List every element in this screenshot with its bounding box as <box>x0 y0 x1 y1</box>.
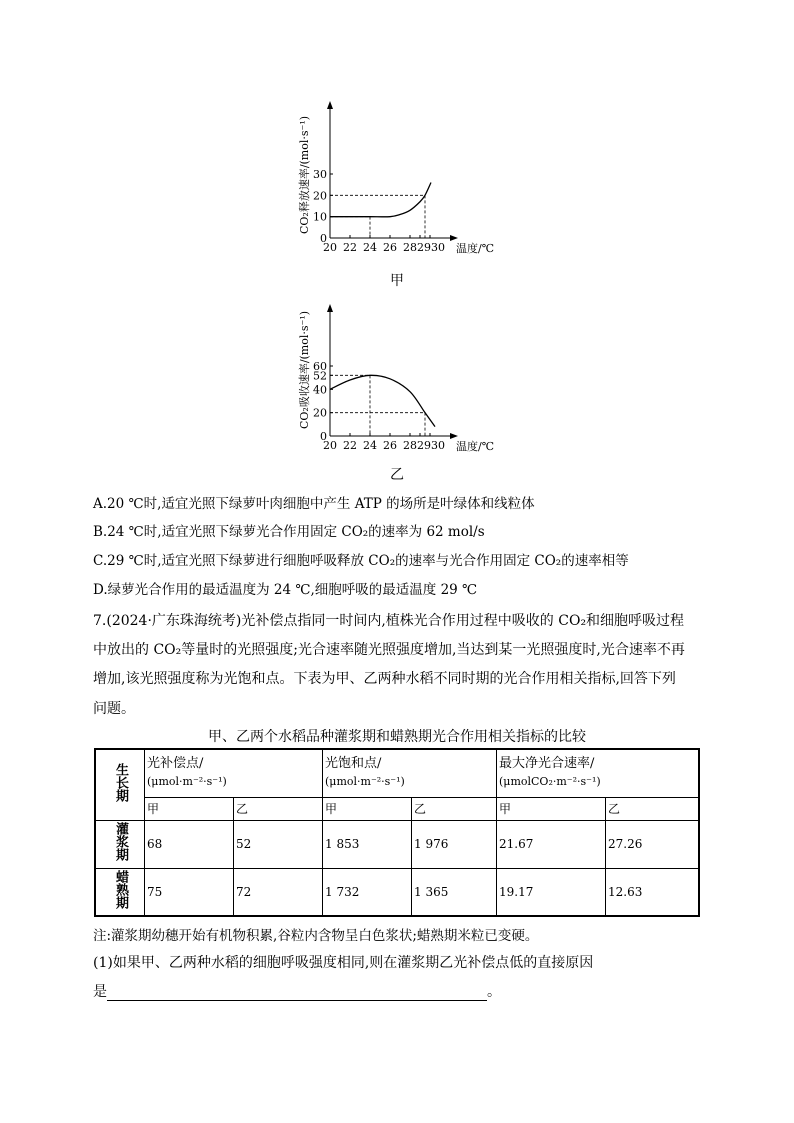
group-header <box>497 749 700 797</box>
y-axis-arrow <box>327 304 333 312</box>
chart-jia <box>290 95 510 260</box>
option-d: D.绿萝光合作用的最适温度为 24 ℃,细胞呼吸的最适温度 29 ℃ <box>93 582 478 598</box>
y-axis-label: CO₂释放速率/(mol·s⁻¹) <box>298 115 311 235</box>
y-tick-label: 60 <box>313 360 327 373</box>
series-line <box>330 375 435 426</box>
x-tick-label: 282930 <box>403 439 445 452</box>
x-axis-arrow <box>450 433 458 439</box>
sub-header: 甲 <box>145 797 234 820</box>
y-tick-label: 20 <box>313 189 327 203</box>
y-tick-label: 0 <box>320 430 327 443</box>
table-cell: 1 976 <box>412 820 497 868</box>
question-7-line: 增加,该光照强度称为光饱和点。下表为甲、乙两种水稻不同时期的光合作用相关指标,回答下列 <box>93 671 676 687</box>
y-tick-label: 10 <box>313 210 327 224</box>
table-cell: 27.26 <box>606 820 700 868</box>
sub-header: 乙 <box>606 797 700 820</box>
y-tick-label: 0 <box>320 232 327 245</box>
y-axis-label: CO₂吸收速率/(mol·s⁻¹) <box>298 310 311 430</box>
table-title: 甲、乙两个水稻品种灌浆期和蜡熟期光合作用相关指标的比较 <box>208 729 586 745</box>
chart-caption-yi: 乙 <box>390 467 404 483</box>
sub-header: 甲 <box>497 797 606 820</box>
table-cell: 1 365 <box>412 868 497 916</box>
group-unit: (μmol·m⁻²·s⁻¹) <box>147 775 227 789</box>
table-note: 注:灌浆期幼穗开始有机物积累,谷粒内含物呈白色浆状;蜡熟期米粒已变硬。 <box>93 928 539 944</box>
table-cell: 1 732 <box>323 868 412 916</box>
table-cell: 75 <box>145 868 234 916</box>
x-tick-label: 24 <box>363 439 377 452</box>
x-tick-label: 26 <box>383 439 397 452</box>
x-axis-arrow <box>450 235 458 241</box>
group-label: 最大净光合速率/ <box>499 756 595 772</box>
x-tick-label: 26 <box>383 241 397 254</box>
sub-header: 甲 <box>323 797 412 820</box>
answer-suffix: 。 <box>487 984 501 1000</box>
option-c: C.29 ℃时,适宜光照下绿萝进行细胞呼吸释放 CO₂的速率与光合作用固定 CO₂的速率相等 <box>93 553 629 569</box>
x-tick-label: 20 <box>323 439 337 452</box>
x-tick-label: 22 <box>343 439 357 452</box>
y-tick-label: 20 <box>313 406 327 420</box>
row-header-cell <box>95 749 145 820</box>
answer-blank[interactable] <box>107 986 487 1001</box>
option-b: B.24 ℃时,适宜光照下绿萝光合作用固定 CO₂的速率为 62 mol/s <box>93 524 485 540</box>
table-cell: 19.17 <box>497 868 606 916</box>
stage-label: 蜡熟期 <box>113 869 128 909</box>
x-tick-label: 24 <box>363 241 377 254</box>
question-7-line: 7.(2024·广东珠海统考)光补偿点指同一时间内,植株光合作用过程中吸收的 CO₂和细胞呼吸过程 <box>93 613 685 629</box>
chart-caption-jia: 甲 <box>390 273 404 289</box>
stage-cell <box>95 820 145 868</box>
group-label: 光补偿点/ <box>147 756 204 772</box>
sub-header: 乙 <box>234 797 323 820</box>
x-tick-label: 22 <box>343 241 357 254</box>
group-header <box>323 749 497 797</box>
row-header: 生长期 <box>113 762 128 802</box>
question-7-line: 中放出的 CO₂等量时的光照强度;光合速率随光照强度增加,当达到某一光照强度时,光合速率不再 <box>93 642 685 658</box>
table-row <box>95 868 699 916</box>
sub-header: 乙 <box>412 797 497 820</box>
table-cell: 52 <box>234 820 323 868</box>
group-unit: (μmol·m⁻²·s⁻¹) <box>325 775 405 789</box>
stage-cell <box>95 868 145 916</box>
answer-line <box>93 981 501 1001</box>
x-axis-label: 温度/℃ <box>456 242 495 255</box>
stage-label: 灌浆期 <box>113 822 128 861</box>
sub-question-1: (1)如果甲、乙两种水稻的细胞呼吸强度相同,则在灌浆期乙光补偿点低的直接原因 <box>93 955 594 971</box>
y-axis-arrow <box>327 101 333 109</box>
group-unit: (μmolCO₂·m⁻²·s⁻¹) <box>499 775 601 789</box>
group-header <box>145 749 323 797</box>
table-cell: 21.67 <box>497 820 606 868</box>
table-row <box>95 820 699 868</box>
x-tick-label: 282930 <box>403 241 445 254</box>
chart-yi <box>290 298 510 458</box>
y-tick-label: 52 <box>313 369 327 383</box>
y-tick-label: 40 <box>313 383 327 397</box>
answer-prefix: 是 <box>93 984 107 1000</box>
table-cell: 1 853 <box>323 820 412 868</box>
data-table <box>94 748 700 917</box>
y-tick-label: 30 <box>313 168 327 181</box>
table-cell: 12.63 <box>606 868 700 916</box>
table-cell: 68 <box>145 820 234 868</box>
table-cell: 72 <box>234 868 323 916</box>
question-7-line: 问题。 <box>93 701 135 717</box>
group-label: 光饱和点/ <box>325 756 382 772</box>
series-line <box>330 183 431 217</box>
x-tick-label: 20 <box>323 241 337 254</box>
option-a: A.20 ℃时,适宜光照下绿萝叶肉细胞中产生 ATP 的场所是叶绿体和线粒体 <box>93 496 535 512</box>
x-axis-label: 温度/℃ <box>456 440 495 453</box>
